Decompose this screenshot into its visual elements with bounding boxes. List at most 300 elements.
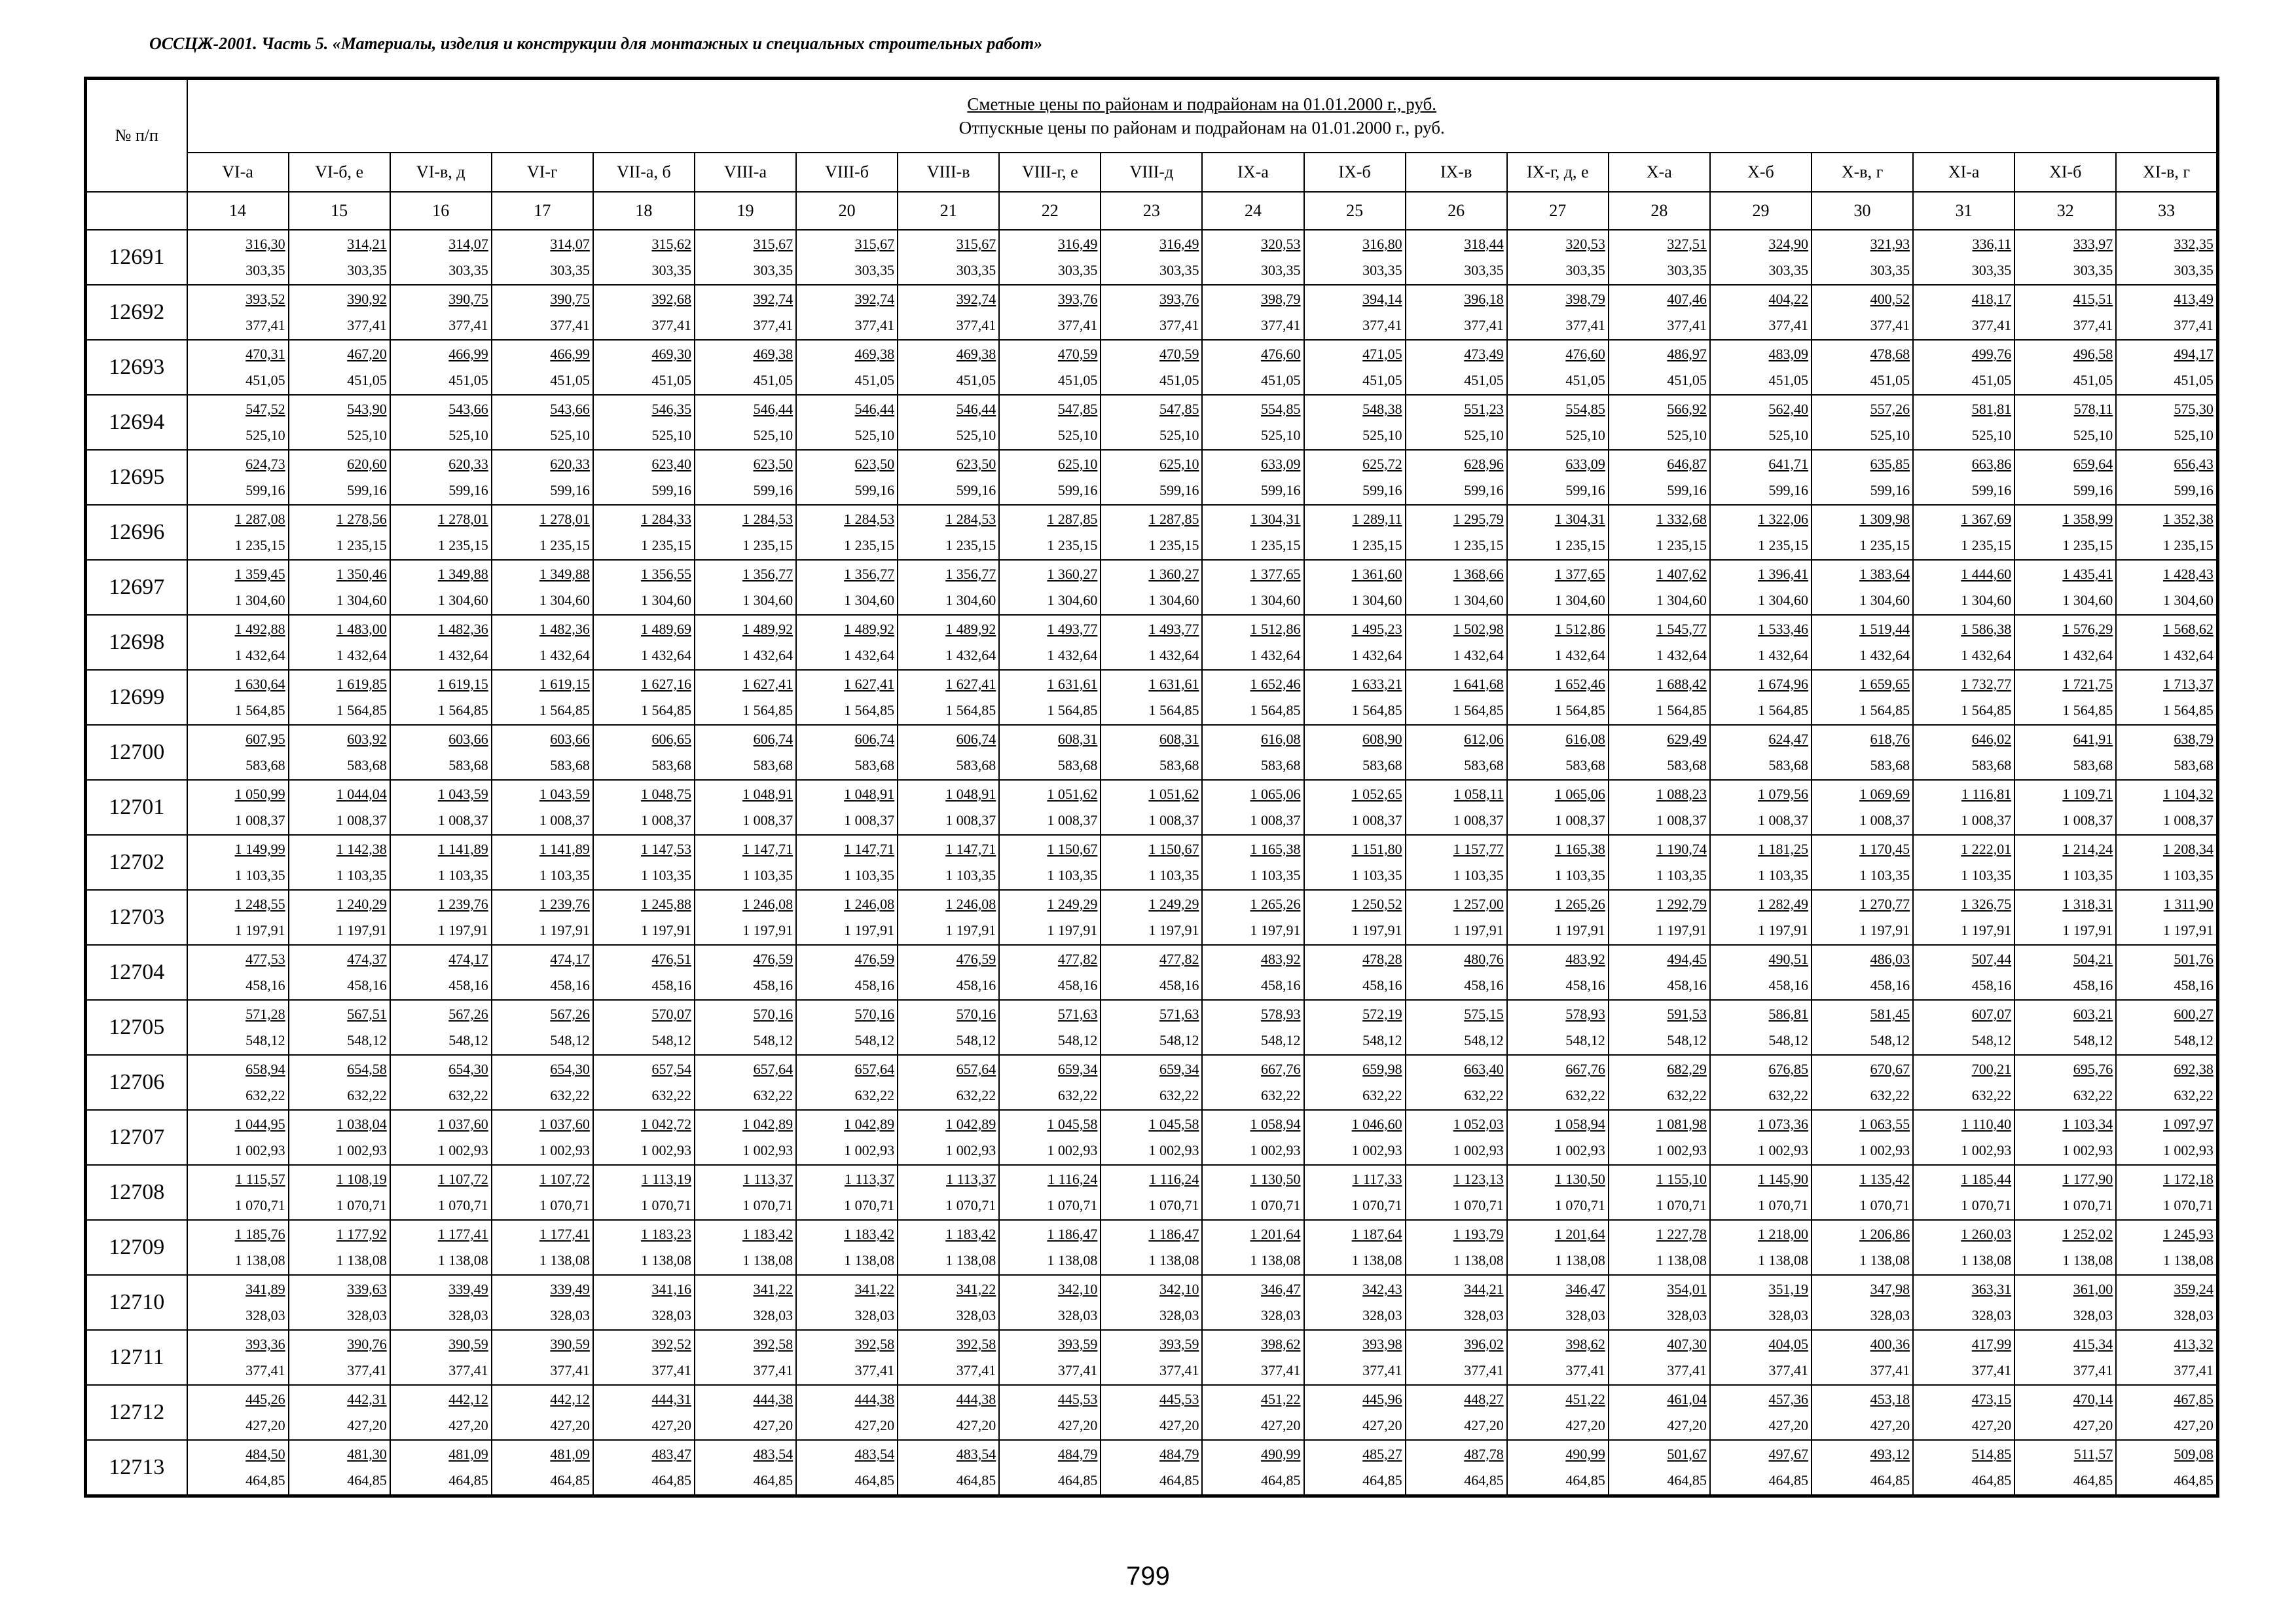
- price-cell: [1812, 230, 1913, 285]
- price-cell: [1202, 1330, 1303, 1385]
- column-number-cell: 28: [1609, 192, 1710, 230]
- estimated-price: 1 043,59: [437, 786, 488, 802]
- release-price: 1 564,85: [1351, 702, 1402, 718]
- estimated-price: 547,85: [1057, 401, 1098, 417]
- estimated-price: 546,44: [854, 401, 895, 417]
- estimated-price: 1 048,91: [742, 786, 793, 802]
- estimated-price: 657,64: [956, 1061, 996, 1077]
- price-cell: [1507, 340, 1609, 395]
- release-price: 458,16: [854, 977, 895, 993]
- estimated-price: 1 147,53: [640, 841, 691, 857]
- estimated-price: 1 058,94: [1554, 1116, 1605, 1132]
- release-price: 427,20: [753, 1417, 793, 1433]
- estimated-price: 1 489,69: [640, 621, 691, 637]
- price-cell: [492, 505, 593, 560]
- release-price: 1 138,08: [1250, 1252, 1301, 1268]
- price-cell: [1202, 560, 1303, 615]
- price-cell: [1710, 340, 1812, 395]
- estimated-price: 413,49: [2174, 291, 2214, 307]
- price-cell: [1812, 1330, 1913, 1385]
- item-number-cell: 12696: [86, 505, 187, 560]
- estimated-price: 1 186,47: [1047, 1226, 1098, 1242]
- price-cell: [187, 395, 289, 450]
- estimated-price: 415,34: [2073, 1336, 2113, 1352]
- price-cell: [796, 340, 898, 395]
- price-cell: [999, 780, 1101, 835]
- release-price: 583,68: [1971, 757, 2012, 773]
- estimated-price: 354,01: [1667, 1281, 1707, 1297]
- release-price: 1 138,08: [1758, 1252, 1808, 1268]
- release-price: 1 235,15: [539, 537, 590, 553]
- release-price: 458,16: [1768, 977, 1808, 993]
- estimated-price: 1 073,36: [1758, 1116, 1808, 1132]
- price-cell: [1101, 560, 1202, 615]
- estimated-price: 477,82: [1159, 951, 1199, 967]
- estimated-price: 1 489,92: [945, 621, 996, 637]
- price-cell: [2116, 835, 2217, 890]
- estimated-price: 1 304,31: [1250, 511, 1301, 527]
- price-cell: [289, 1275, 390, 1330]
- price-cell: [1406, 560, 1507, 615]
- release-price: 548,12: [550, 1032, 590, 1048]
- estimated-price: 451,22: [1261, 1391, 1301, 1407]
- release-price: 1 235,15: [234, 537, 285, 553]
- price-cell: [1609, 780, 1710, 835]
- estimated-price: 1 246,08: [844, 896, 895, 912]
- estimated-price: 359,24: [2174, 1281, 2214, 1297]
- estimated-price: 483,47: [651, 1446, 691, 1462]
- release-price: 1 235,15: [1453, 537, 1504, 553]
- release-price: 632,22: [448, 1087, 488, 1103]
- release-price: 377,41: [2073, 1362, 2113, 1378]
- price-cell: [1406, 725, 1507, 780]
- price-cell: [1609, 450, 1710, 505]
- estimated-price: 392,58: [753, 1336, 793, 1352]
- estimated-price: 511,57: [2073, 1446, 2113, 1462]
- column-number-cell: 20: [796, 192, 898, 230]
- release-price: 1 002,93: [437, 1142, 488, 1158]
- estimated-price: 1 177,41: [437, 1226, 488, 1242]
- release-price: 1 197,91: [336, 922, 387, 938]
- release-price: 377,41: [448, 1362, 488, 1378]
- release-price: 1 008,37: [1859, 812, 1910, 828]
- estimated-price: 1 113,37: [742, 1171, 793, 1187]
- estimated-price: 623,50: [956, 456, 996, 472]
- release-price: 525,10: [1362, 427, 1402, 443]
- release-price: 328,03: [550, 1307, 590, 1323]
- release-price: 303,35: [1362, 262, 1402, 278]
- price-cell: [1812, 505, 1913, 560]
- price-cell: [1812, 1275, 1913, 1330]
- estimated-price: 1 108,19: [336, 1171, 387, 1187]
- release-price: 1 008,37: [1656, 812, 1707, 828]
- price-cell: [1710, 505, 1812, 560]
- price-cell: [898, 1440, 999, 1496]
- estimated-price: 392,58: [854, 1336, 895, 1352]
- price-cell: [999, 890, 1101, 945]
- price-cell: [1812, 450, 1913, 505]
- estimated-price: 490,51: [1768, 951, 1808, 967]
- price-cell: [593, 1000, 695, 1055]
- price-cell: [695, 395, 796, 450]
- column-number-cell: 33: [2116, 192, 2217, 230]
- release-price: 1 002,93: [742, 1142, 793, 1158]
- estimated-price: 1 435,41: [2062, 566, 2113, 582]
- price-cell: [2014, 725, 2116, 780]
- price-cell: [1304, 725, 1406, 780]
- price-cell: [1507, 230, 1609, 285]
- release-price: 583,68: [753, 757, 793, 773]
- price-cell: [796, 450, 898, 505]
- release-price: 548,12: [1870, 1032, 1910, 1048]
- release-price: 377,41: [2073, 317, 2113, 333]
- release-price: 1 304,60: [1047, 592, 1098, 608]
- price-cell: [1101, 1220, 1202, 1275]
- price-cell: [1202, 780, 1303, 835]
- price-cell: [898, 1165, 999, 1220]
- price-cell: [593, 230, 695, 285]
- release-price: 1 008,37: [2062, 812, 2113, 828]
- price-cell: [1710, 890, 1812, 945]
- release-price: 451,05: [956, 372, 996, 388]
- estimated-price: 667,76: [1261, 1061, 1301, 1077]
- release-price: 377,41: [854, 317, 895, 333]
- region-header-cell: IX-в: [1406, 153, 1507, 192]
- estimated-price: 1 065,06: [1250, 786, 1301, 802]
- price-cell: [1812, 945, 1913, 1000]
- release-price: 1 235,15: [742, 537, 793, 553]
- price-cell: [390, 725, 492, 780]
- price-cell: [187, 725, 289, 780]
- price-cell: [1101, 615, 1202, 670]
- price-cell: [898, 835, 999, 890]
- price-cell: [999, 835, 1101, 890]
- release-price: 1 070,71: [1656, 1197, 1707, 1213]
- price-cell: [1304, 1440, 1406, 1496]
- estimated-price: 1 287,08: [234, 511, 285, 527]
- price-cell: [796, 285, 898, 340]
- release-price: 1 197,91: [437, 922, 488, 938]
- column-number-cell: 32: [2014, 192, 2116, 230]
- release-price: 458,16: [1464, 977, 1504, 993]
- release-price: 1 103,35: [1961, 867, 2012, 883]
- price-cell: [999, 1110, 1101, 1165]
- estimated-price: 1 630,64: [234, 676, 285, 692]
- release-price: 548,12: [1971, 1032, 2012, 1048]
- estimated-price: 546,44: [753, 401, 793, 417]
- release-price: 1 002,93: [539, 1142, 590, 1158]
- estimated-price: 442,12: [550, 1391, 590, 1407]
- estimated-price: 1 183,42: [945, 1226, 996, 1242]
- release-price: 583,68: [2174, 757, 2214, 773]
- release-price: 451,05: [1057, 372, 1098, 388]
- estimated-price: 635,85: [1870, 456, 1910, 472]
- price-cell: [898, 340, 999, 395]
- release-price: 458,16: [956, 977, 996, 993]
- price-cell: [1913, 1220, 2014, 1275]
- price-cell: [898, 1220, 999, 1275]
- release-price: 1 197,91: [234, 922, 285, 938]
- release-price: 1 103,35: [539, 867, 590, 883]
- estimated-price: 1 206,86: [1859, 1226, 1910, 1242]
- item-number-cell: 12694: [86, 395, 187, 450]
- estimated-price: 1 492,88: [234, 621, 285, 637]
- estimated-price: 1 043,59: [539, 786, 590, 802]
- price-cell: [1101, 395, 1202, 450]
- price-cell: [1304, 395, 1406, 450]
- release-price: 525,10: [1565, 427, 1605, 443]
- price-cell: [1913, 615, 2014, 670]
- release-price: 632,22: [1057, 1087, 1098, 1103]
- item-number-cell: 12693: [86, 340, 187, 395]
- estimated-price: 1 249,29: [1148, 896, 1199, 912]
- price-cell: [1304, 1055, 1406, 1110]
- release-price: 1 235,15: [2162, 537, 2214, 553]
- release-price: 1 432,64: [1656, 647, 1707, 663]
- price-cell: [796, 395, 898, 450]
- estimated-price: 490,99: [1261, 1446, 1301, 1462]
- estimated-price: 1 356,77: [844, 566, 895, 582]
- release-price: 377,41: [1667, 317, 1707, 333]
- release-price: 1 008,37: [742, 812, 793, 828]
- price-cell: [1913, 835, 2014, 890]
- release-price: 1 304,60: [1351, 592, 1402, 608]
- release-price: 1 197,91: [1250, 922, 1301, 938]
- estimated-price: 1 586,38: [1961, 621, 2012, 637]
- price-cell: [1812, 780, 1913, 835]
- estimated-price: 390,92: [347, 291, 387, 307]
- column-number-cell: 14: [187, 192, 289, 230]
- price-cell: [2014, 835, 2116, 890]
- estimated-price: 390,75: [550, 291, 590, 307]
- estimated-price: 1 652,46: [1554, 676, 1605, 692]
- release-price: 1 432,64: [437, 647, 488, 663]
- release-price: 1 197,91: [640, 922, 691, 938]
- estimated-price: 657,54: [651, 1061, 691, 1077]
- price-cell: [1507, 780, 1609, 835]
- release-price: 1 432,64: [742, 647, 793, 663]
- estimated-price: 1 208,34: [2162, 841, 2214, 857]
- release-price: 599,16: [246, 482, 285, 498]
- release-price: 632,22: [347, 1087, 387, 1103]
- price-cell: [2116, 395, 2217, 450]
- estimated-price: 1 186,47: [1148, 1226, 1199, 1242]
- release-price: 377,41: [550, 317, 590, 333]
- release-price: 1 138,08: [336, 1252, 387, 1268]
- estimated-price: 398,79: [1261, 291, 1301, 307]
- release-price: 599,16: [1768, 482, 1808, 498]
- release-price: 377,41: [246, 317, 285, 333]
- price-cell: [492, 285, 593, 340]
- price-cell: [999, 1385, 1101, 1440]
- price-cell: [1609, 1110, 1710, 1165]
- price-cell: [898, 780, 999, 835]
- release-price: 377,41: [1057, 1362, 1098, 1378]
- estimated-price: 1 107,72: [437, 1171, 488, 1187]
- price-cell: [1913, 1275, 2014, 1330]
- estimated-price: 1 332,68: [1656, 511, 1707, 527]
- price-cell: [1710, 395, 1812, 450]
- estimated-price: 1 512,86: [1250, 621, 1301, 637]
- price-cell: [593, 945, 695, 1000]
- estimated-price: 654,30: [550, 1061, 590, 1077]
- estimated-price: 607,07: [1971, 1006, 2012, 1022]
- estimated-price: 467,20: [347, 346, 387, 362]
- estimated-price: 469,30: [651, 346, 691, 362]
- price-cell: [2014, 505, 2116, 560]
- estimated-price: 543,90: [347, 401, 387, 417]
- price-cell: [1406, 1110, 1507, 1165]
- release-price: 458,16: [347, 977, 387, 993]
- estimated-price: 1 048,91: [844, 786, 895, 802]
- price-cell: [2116, 1330, 2217, 1385]
- estimated-price: 1 383,64: [1859, 566, 1910, 582]
- release-price: 1 564,85: [2162, 702, 2214, 718]
- estimated-price: 659,64: [2073, 456, 2113, 472]
- estimated-price: 1 576,29: [2062, 621, 2113, 637]
- estimated-price: 1 181,25: [1758, 841, 1808, 857]
- release-price: 458,16: [1261, 977, 1301, 993]
- release-price: 1 008,37: [336, 812, 387, 828]
- release-price: 377,41: [753, 317, 793, 333]
- price-cell: [1507, 1275, 1609, 1330]
- estimated-price: 392,74: [753, 291, 793, 307]
- price-cell: [1609, 1440, 1710, 1496]
- price-cell: [999, 1165, 1101, 1220]
- release-price: 632,22: [1565, 1087, 1605, 1103]
- release-price: 1 138,08: [640, 1252, 691, 1268]
- release-price: 377,41: [1971, 1362, 2012, 1378]
- release-price: 1 070,71: [640, 1197, 691, 1213]
- release-price: 1 564,85: [640, 702, 691, 718]
- estimated-price: 1 097,97: [2162, 1116, 2214, 1132]
- release-price: 1 235,15: [1961, 537, 2012, 553]
- price-cell: [1304, 1165, 1406, 1220]
- price-cell: [796, 1440, 898, 1496]
- release-price: 548,12: [1261, 1032, 1301, 1048]
- release-price: 1 002,93: [2062, 1142, 2113, 1158]
- release-price: 458,16: [246, 977, 285, 993]
- price-cell: [1202, 725, 1303, 780]
- price-cell: [1202, 1440, 1303, 1496]
- price-cell: [1406, 835, 1507, 890]
- estimated-price: 1 201,64: [1554, 1226, 1605, 1242]
- region-header-cell: VIII-д: [1101, 153, 1202, 192]
- estimated-price: 624,47: [1768, 731, 1808, 747]
- release-price: 377,41: [1464, 317, 1504, 333]
- release-price: 599,16: [1159, 482, 1199, 498]
- release-price: 377,41: [347, 1362, 387, 1378]
- price-cell: [593, 670, 695, 725]
- release-price: 1 103,35: [742, 867, 793, 883]
- release-price: 1 070,71: [336, 1197, 387, 1213]
- estimated-price: 346,47: [1565, 1281, 1605, 1297]
- estimated-price: 483,92: [1565, 951, 1605, 967]
- release-price: 632,22: [956, 1087, 996, 1103]
- release-price: 1 197,91: [1758, 922, 1808, 938]
- estimated-price: 315,67: [956, 236, 996, 252]
- price-cell: [695, 1165, 796, 1220]
- estimated-price: 1 489,92: [844, 621, 895, 637]
- release-price: 458,16: [1159, 977, 1199, 993]
- estimated-price: 1 359,45: [234, 566, 285, 582]
- release-price: 1 432,64: [1961, 647, 2012, 663]
- estimated-price: 341,22: [956, 1281, 996, 1297]
- estimated-price: 1 045,58: [1148, 1116, 1199, 1132]
- region-header-cell: XI-в, г: [2116, 153, 2217, 192]
- estimated-price: 616,08: [1261, 731, 1301, 747]
- item-number-cell: 12701: [86, 780, 187, 835]
- release-price: 1 304,60: [336, 592, 387, 608]
- price-cell: [1101, 1055, 1202, 1110]
- price-cell: [1507, 670, 1609, 725]
- estimated-price: 1 185,76: [234, 1226, 285, 1242]
- release-price: 1 103,35: [1554, 867, 1605, 883]
- release-price: 632,22: [1261, 1087, 1301, 1103]
- price-cell: [796, 945, 898, 1000]
- estimated-price: 1 165,38: [1250, 841, 1301, 857]
- release-price: 583,68: [347, 757, 387, 773]
- price-cell: [187, 1440, 289, 1496]
- estimated-price: 1 356,77: [945, 566, 996, 582]
- price-cell: [289, 1110, 390, 1165]
- estimated-price: 1 052,03: [1453, 1116, 1504, 1132]
- release-price: 525,10: [753, 427, 793, 443]
- estimated-price: 1 249,29: [1047, 896, 1098, 912]
- release-price: 1 138,08: [1656, 1252, 1707, 1268]
- estimated-price: 612,06: [1464, 731, 1504, 747]
- release-price: 548,12: [1057, 1032, 1098, 1048]
- price-cell: [796, 1385, 898, 1440]
- release-price: 1 070,71: [1961, 1197, 2012, 1213]
- price-cell: [1913, 230, 2014, 285]
- estimated-price: 603,66: [550, 731, 590, 747]
- price-cell: [187, 1165, 289, 1220]
- release-price: 427,20: [1261, 1417, 1301, 1433]
- estimated-price: 1 245,93: [2162, 1226, 2214, 1242]
- release-price: 1 002,93: [234, 1142, 285, 1158]
- release-price: 377,41: [1565, 1362, 1605, 1378]
- region-header-cell: IX-б: [1304, 153, 1406, 192]
- release-price: 1 564,85: [1148, 702, 1199, 718]
- release-price: 1 432,64: [945, 647, 996, 663]
- release-price: 1 103,35: [1351, 867, 1402, 883]
- price-cell: [492, 1440, 593, 1496]
- release-price: 328,03: [2073, 1307, 2113, 1323]
- release-price: 548,12: [347, 1032, 387, 1048]
- release-price: 377,41: [347, 317, 387, 333]
- release-price: 303,35: [448, 262, 488, 278]
- release-price: 1 002,93: [640, 1142, 691, 1158]
- price-cell: [1913, 560, 2014, 615]
- release-price: 1 197,91: [1961, 922, 2012, 938]
- estimated-price: 445,96: [1362, 1391, 1402, 1407]
- release-price: 303,35: [1159, 262, 1199, 278]
- estimated-price: 444,38: [854, 1391, 895, 1407]
- price-cell: [289, 450, 390, 505]
- price-cell: [1101, 835, 1202, 890]
- price-cell: [999, 230, 1101, 285]
- estimated-price: 341,22: [854, 1281, 895, 1297]
- estimated-price: 481,09: [550, 1446, 590, 1462]
- release-price: 1 008,37: [945, 812, 996, 828]
- release-price: 599,16: [1057, 482, 1098, 498]
- estimated-price: 361,00: [2073, 1281, 2113, 1297]
- release-price: 451,05: [246, 372, 285, 388]
- estimated-price: 1 147,71: [945, 841, 996, 857]
- price-cell: [2014, 670, 2116, 725]
- estimated-price: 474,37: [347, 951, 387, 967]
